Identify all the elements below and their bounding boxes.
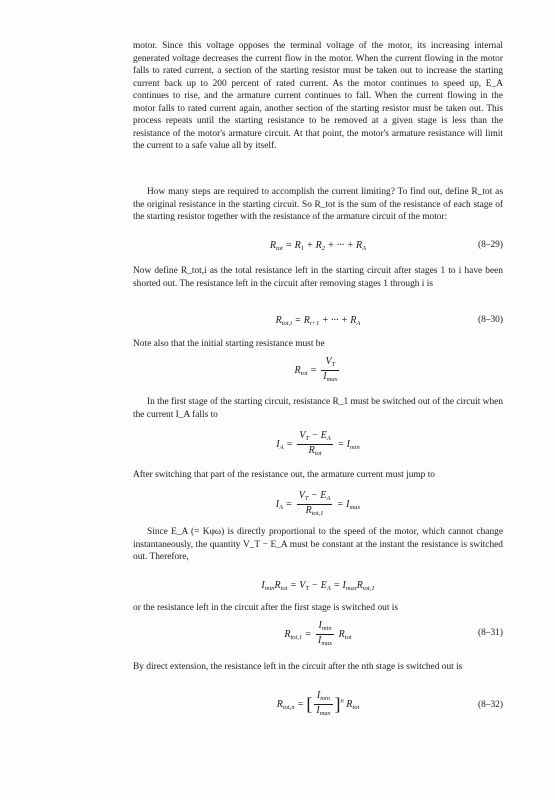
equation-number: (8–29): [478, 240, 503, 250]
equation-number: (8–30): [478, 315, 503, 325]
equation-body: $I_{min}R_{tot} = V_T - E_A = I_{max}R_{tot,1}$: [261, 580, 375, 592]
paragraph-define-rtot-i: Now define R_tot,i as the total resistance left in the starting circuit after stages 1 to i have been shorted out. The resistance left in the circuit after removing stages 1 through i is: [133, 266, 503, 289]
equation-body: $R_{tot}$ = $\frac{V_T}{I_{max}}$: [294, 356, 338, 383]
paragraph-how-many-steps: How many steps are required to accomplish the current limiting? To find out, define R_tot as the original resistance in the starting circuit. So R_tot is the sum of the resistance of each stage of the starting resistor together with the resistance of the armature circuit of the motor:: [133, 187, 503, 222]
paragraph-after-switching: After switching that part of the resistance out, the armature current must jump to: [133, 470, 435, 480]
paragraph-first-stage: In the first stage of the starting circuit, resistance R_1 must be switched out of the circuit when the current I_A falls to: [133, 397, 503, 420]
equation-initial-resistance: [133, 356, 503, 386]
equation-8-29: [133, 240, 503, 260]
equation-body: $I_A$ = $\frac{V_T - E_A}{R_{tot}}$ = $I_{min}$: [276, 430, 360, 457]
equation-body: $R_{tot} = R_1 + R_2$ + ··· + $R_A$: [269, 240, 367, 252]
paragraph-initial-resistance: Note also that the initial starting resistance must be: [133, 339, 325, 349]
equation-body: $R_{tot,n}$ = [ $\frac{I_{min}}{I_{max}}$ ]$^n$ $R_{tot}$: [276, 690, 360, 717]
equation-8-31: [133, 620, 503, 650]
equation-current-max: [133, 490, 503, 520]
equation-body: $R_{tot,i} = R_{i+1}$ + ··· + $R_A$: [275, 315, 361, 327]
equation-body: $R_{tot,1}$ = $\frac{I_{min}}{I_{max}}$ $R_{tot}$: [284, 620, 352, 647]
paragraph-direct-extension: By direct extension, the resistance left in the circuit after the nth stage is switched out is: [133, 662, 463, 672]
equation-body: $I_A$ = $\frac{V_T - E_A}{R_{tot,1}}$ = $I_{max}$: [275, 490, 361, 517]
equation-8-30: [133, 315, 503, 335]
equation-number: (8–32): [478, 700, 503, 710]
equation-number: (8–31): [478, 628, 503, 638]
paragraph-speed-proportional: Since E_A (= Kφω) is directly proportional to the speed of the motor, which cannot change instantaneously, the quantity V_T − E_A must be constant at the instant the resistance is switched out. Therefore,: [133, 527, 503, 562]
equation-8-32: [133, 690, 503, 724]
equation-resistance-balance: [133, 580, 503, 600]
equation-current-min: [133, 430, 503, 460]
paragraph-motor-starting: motor. Since this voltage opposes the terminal voltage of the motor, its increasing internal generated voltage decreases the current flow in the motor. When the current flowing in the motor falls to rated current, a section of the starting resistor must be taken out to increase the starting current back up to 200 percent of rated current. As the motor continues to speed up, E_A continues to rise, and the armature current continues to fall. When the current flowing in the motor falls to rated current again, another section of the starting resistor must be taken out. This process repeats until the starting resistance to be removed at a given stage is less than the resistance of the motor's armature circuit. At that point, the motor's armature resistance will limit the current to a safe value all by itself.: [133, 41, 503, 151]
paragraph-resistance-left: or the resistance left in the circuit after the first stage is switched out is: [133, 603, 399, 613]
